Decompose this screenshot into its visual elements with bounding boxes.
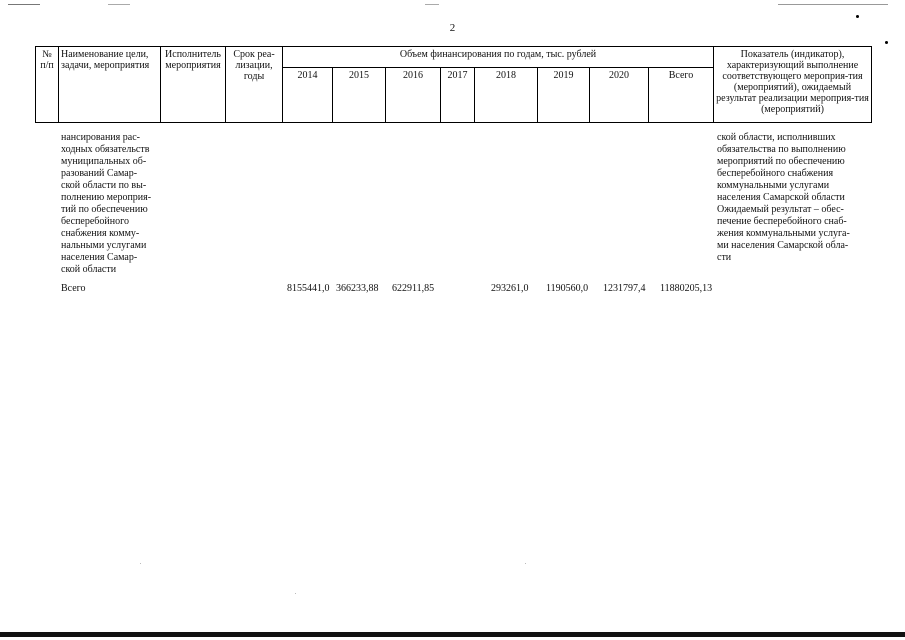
page-number: 2 <box>449 22 456 34</box>
header-year: 2019 <box>538 68 590 123</box>
total-2020: 1231797,4 <box>603 283 646 294</box>
total-2018: 293261,0 <box>491 283 529 294</box>
header-year: 2015 <box>333 68 386 123</box>
total-2016: 622911,85 <box>392 283 435 294</box>
header-year: 2018 <box>475 68 538 123</box>
scan-mark <box>778 4 888 5</box>
header-indicator: Показатель (индикатор), характеризующий выполнение соответствующего мероприя-тия (мероприятий), ожидаемый результат реализации мероприя-тия (мероприятий) <box>714 47 872 123</box>
header-year: 2014 <box>283 68 333 123</box>
scan-speck <box>140 563 141 564</box>
header-funding: Объем финансирования по годам, тыс. рублей <box>283 47 714 68</box>
scan-speck <box>525 563 526 564</box>
scan-dot <box>885 41 888 44</box>
scan-dot <box>856 15 859 18</box>
total-all: 11880205,13 <box>660 283 713 294</box>
header-year: 2017 <box>441 68 475 123</box>
total-2015: 366233,88 <box>336 283 379 294</box>
scan-mark <box>108 4 130 5</box>
header-num: № п/п <box>36 47 59 123</box>
scan-mark <box>8 4 40 5</box>
scan-bottom-edge <box>0 632 905 637</box>
header-year: 2020 <box>590 68 649 123</box>
row-indicator-text: ской области, исполнивших обязательства по выполнению мероприятий по обеспечению бесперебойного снабжения коммунальными услугами населения Самарской области Ожидаемый результат – обес- печение бесперебойного снаб- жения коммунальными услуга- ми населения Самарской обла- сти <box>717 132 850 263</box>
header-term: Срок реа-лизации, годы <box>226 47 283 123</box>
total-2019: 1190560,0 <box>546 283 589 294</box>
total-2014: 8155441,0 <box>287 283 330 294</box>
header-executor: Исполнитель мероприятия <box>161 47 226 123</box>
total-label: Всего <box>61 283 86 294</box>
scan-mark <box>425 4 439 5</box>
row-name-text: нансирования рас- ходных обязательств муниципальных об- разований Самар- ской области по вы- полнению мероприя- тий по обеспечению бесперебойного снабжения комму- нальными услугами населения Самар- ской области <box>61 132 152 275</box>
header-year: 2016 <box>386 68 441 123</box>
header-year-total: Всего <box>649 68 714 123</box>
scan-speck <box>295 593 296 594</box>
header-name: Наименование цели, задачи, мероприятия <box>59 47 161 123</box>
funding-table <box>35 46 872 123</box>
